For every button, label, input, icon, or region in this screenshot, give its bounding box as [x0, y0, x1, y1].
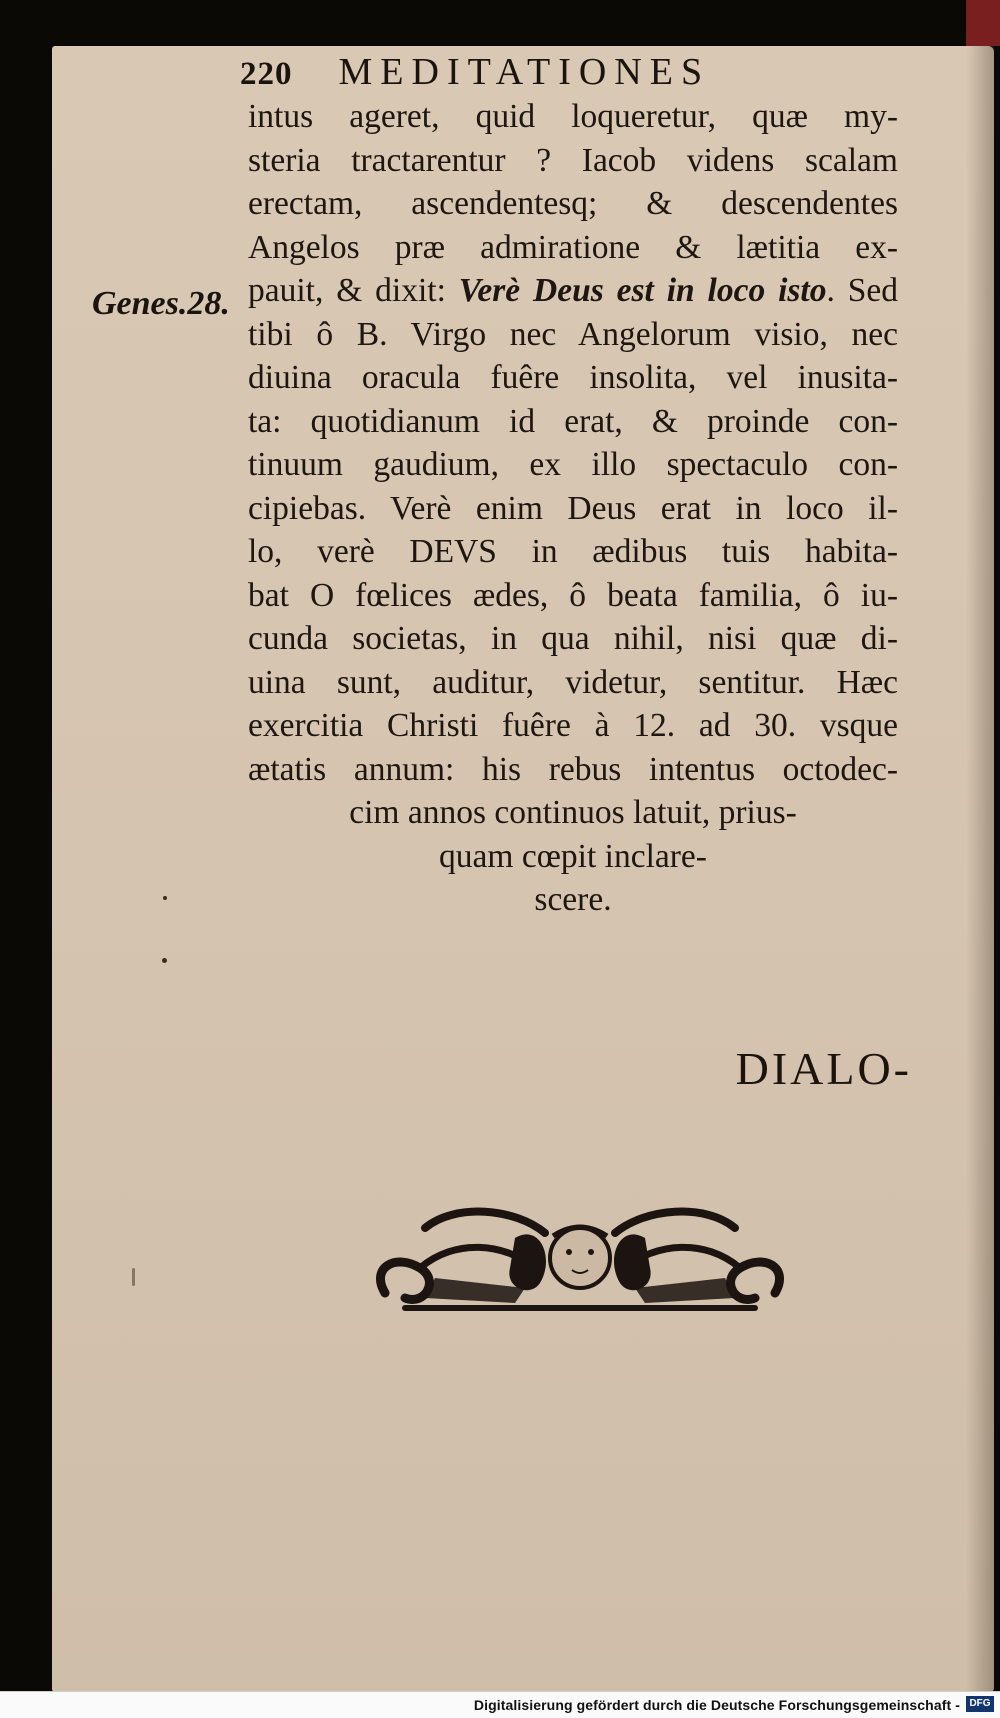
dfg-logo-icon: DFG [966, 1696, 994, 1712]
text-line-end: . Sed [826, 272, 898, 309]
text-line: cim annos continuos latuit, prius- [349, 794, 797, 831]
paper-speck [162, 958, 167, 963]
text-line: erectam, ascendentesq; & descendentes [248, 185, 898, 222]
catchword: DIALO- [735, 1043, 912, 1094]
running-head [240, 50, 860, 94]
footer-bar [0, 1691, 1000, 1718]
body-text [248, 95, 898, 922]
paper-speck [163, 896, 167, 900]
text-line: tinuum gaudium, ex illo spectaculo con- [248, 446, 898, 483]
text-line: cunda societas, in qua nihil, nisi quæ di- [248, 620, 898, 657]
text-line: tibi ô B. Virgo nec Angelorum visio, nec [248, 315, 898, 353]
text-line-with-quote [248, 269, 898, 313]
text-line: ta: quotidianum id erat, & proinde con- [248, 402, 898, 440]
text-line: ætatis annum: his rebus intentus octodec- [248, 750, 898, 788]
text-line: steria tractarentur ? Iacob videns scalam [248, 141, 898, 179]
text-line-start: pauit, & dixit: [248, 272, 446, 309]
cherub-scroll-ornament-icon [365, 1198, 795, 1328]
marginal-note: Genes.28. [92, 285, 230, 322]
text-line: intus ageret, quid loqueretur, quæ my- [248, 98, 898, 135]
text-line: diuina oracula fuêre insolita, vel inusita- [248, 359, 898, 396]
color-calibration-mark [966, 0, 1000, 46]
page-edge-shadow [966, 46, 994, 1692]
page-number: 220 [240, 56, 293, 92]
text-line: bat O fœlices ædes, ô beata familia, ô iu- [248, 576, 898, 614]
text-line: quam cœpit inclare- [439, 837, 707, 875]
text-line: uina sunt, auditur, videtur, sentitur. Hæc [248, 663, 898, 701]
running-title: MEDITATIONES [338, 51, 711, 93]
text-line: exercitia Christi fuêre à 12. ad 30. vsque [248, 707, 898, 744]
text-line: cipiebas. Verè enim Deus erat in loco il- [248, 489, 898, 527]
text-line: scere. [534, 881, 612, 918]
funding-credit: Digitalisierung gefördert durch die Deutsche Forschungsgemeinschaft - [473, 1697, 960, 1713]
paper-speck [132, 1268, 135, 1286]
text-line: Angelos præ admiratione & lætitia ex- [248, 228, 898, 266]
text-line: lo, verè DEVS in ædibus tuis habita- [248, 533, 898, 570]
scripture-quote: Verè Deus est in loco isto [458, 272, 827, 309]
